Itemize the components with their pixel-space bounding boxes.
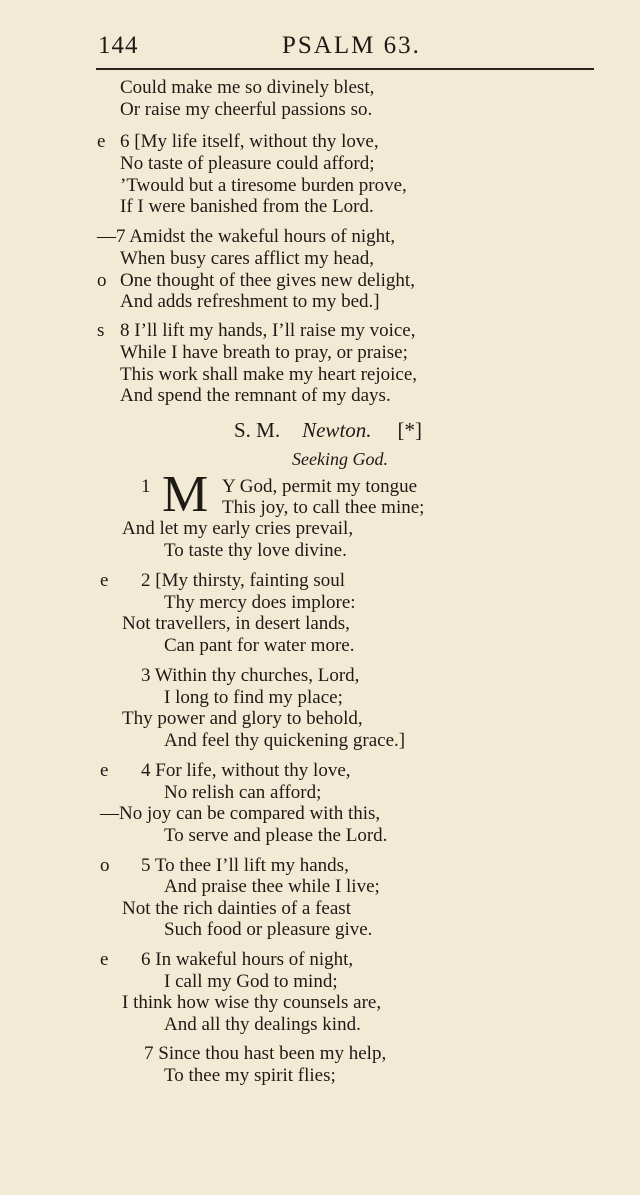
verse-line: One thought of thee gives new delight, (120, 270, 415, 291)
page-header (96, 30, 596, 64)
verse-line: 8 I’ll lift my hands, I’ll raise my voice, (120, 320, 416, 341)
verse-line: And let my early cries prevail, (122, 518, 354, 539)
verse-line: This joy, to call thee mine; (222, 497, 425, 518)
page-title: PSALM 63. (282, 32, 421, 59)
verse-line: I long to find my place; (164, 687, 343, 708)
verse-line: Not the rich dainties of a feast (122, 898, 351, 919)
verse-line: I think how wise thy counsels are, (122, 992, 382, 1013)
verse-line: 7 Since thou hast been my help, (144, 1043, 387, 1064)
expression-mark: e (100, 949, 109, 970)
verse-line: Thy mercy does implore: (164, 592, 356, 613)
verse-line: If I were banished from the Lord. (120, 196, 374, 217)
header-rule (96, 68, 594, 70)
verse-line: And praise thee while I live; (164, 876, 380, 897)
expression-mark: e (100, 760, 109, 781)
verse-line: Can pant for water more. (164, 635, 355, 656)
verse-line: No taste of pleasure could afford; (120, 153, 375, 174)
verse-line: And feel thy quickening grace.] (164, 730, 406, 751)
verse-line: Thy power and glory to behold, (122, 708, 363, 729)
verse-line: 6 [My life itself, without thy love, (120, 131, 379, 152)
expression-mark: e (97, 131, 106, 152)
expression-mark: o (97, 270, 107, 291)
verse-line: And adds refreshment to my bed.] (120, 291, 380, 312)
verse-line: —7 Amidst the wakeful hours of night, (97, 226, 396, 247)
verse-line: —No joy can be compared with this, (100, 803, 381, 824)
verse-number: 1 (141, 476, 151, 497)
verse-line: 2 [My thirsty, fainting soul (141, 570, 346, 591)
verse-line: Y God, permit my tongue (222, 476, 418, 497)
verse-line: To serve and please the Lord. (164, 825, 388, 846)
verse-line: Or raise my cheerful passions so. (120, 99, 373, 120)
verse-line: No relish can afford; (164, 782, 322, 803)
tune-mark: [*] (397, 418, 423, 442)
verse-line: I call my God to mind; (164, 971, 338, 992)
drop-cap: M (162, 466, 207, 523)
verse-line: 4 For life, without thy love, (141, 760, 351, 781)
verse-line: 6 In wakeful hours of night, (141, 949, 354, 970)
expression-mark: e (100, 570, 109, 591)
page-number: 144 (98, 32, 139, 59)
verse-line: Could make me so divinely blest, (120, 77, 375, 98)
verse-line: While I have breath to pray, or praise; (120, 342, 408, 363)
verse-line: 5 To thee I’ll lift my hands, (141, 855, 349, 876)
meter: S. M. (234, 418, 281, 442)
verse-line: When busy cares afflict my head, (120, 248, 374, 269)
hymn-heading (234, 418, 422, 443)
expression-mark: s (97, 320, 105, 341)
verse-line: This work shall make my heart rejoice, (120, 364, 418, 385)
verse-line: To taste thy love divine. (164, 540, 347, 561)
tune-name: Newton. (302, 418, 372, 442)
verse-line: And spend the remnant of my days. (120, 385, 391, 406)
verse-line: ’Twould but a tiresome burden prove, (120, 175, 407, 196)
verse-line: To thee my spirit flies; (164, 1065, 336, 1086)
verse-line: Such food or pleasure give. (164, 919, 373, 940)
hymn-subtitle: Seeking God. (292, 449, 388, 469)
expression-mark: o (100, 855, 110, 876)
verse-line: Not travellers, in desert lands, (122, 613, 350, 634)
verse-line: And all thy dealings kind. (164, 1014, 361, 1035)
verse-line: 3 Within thy churches, Lord, (141, 665, 360, 686)
